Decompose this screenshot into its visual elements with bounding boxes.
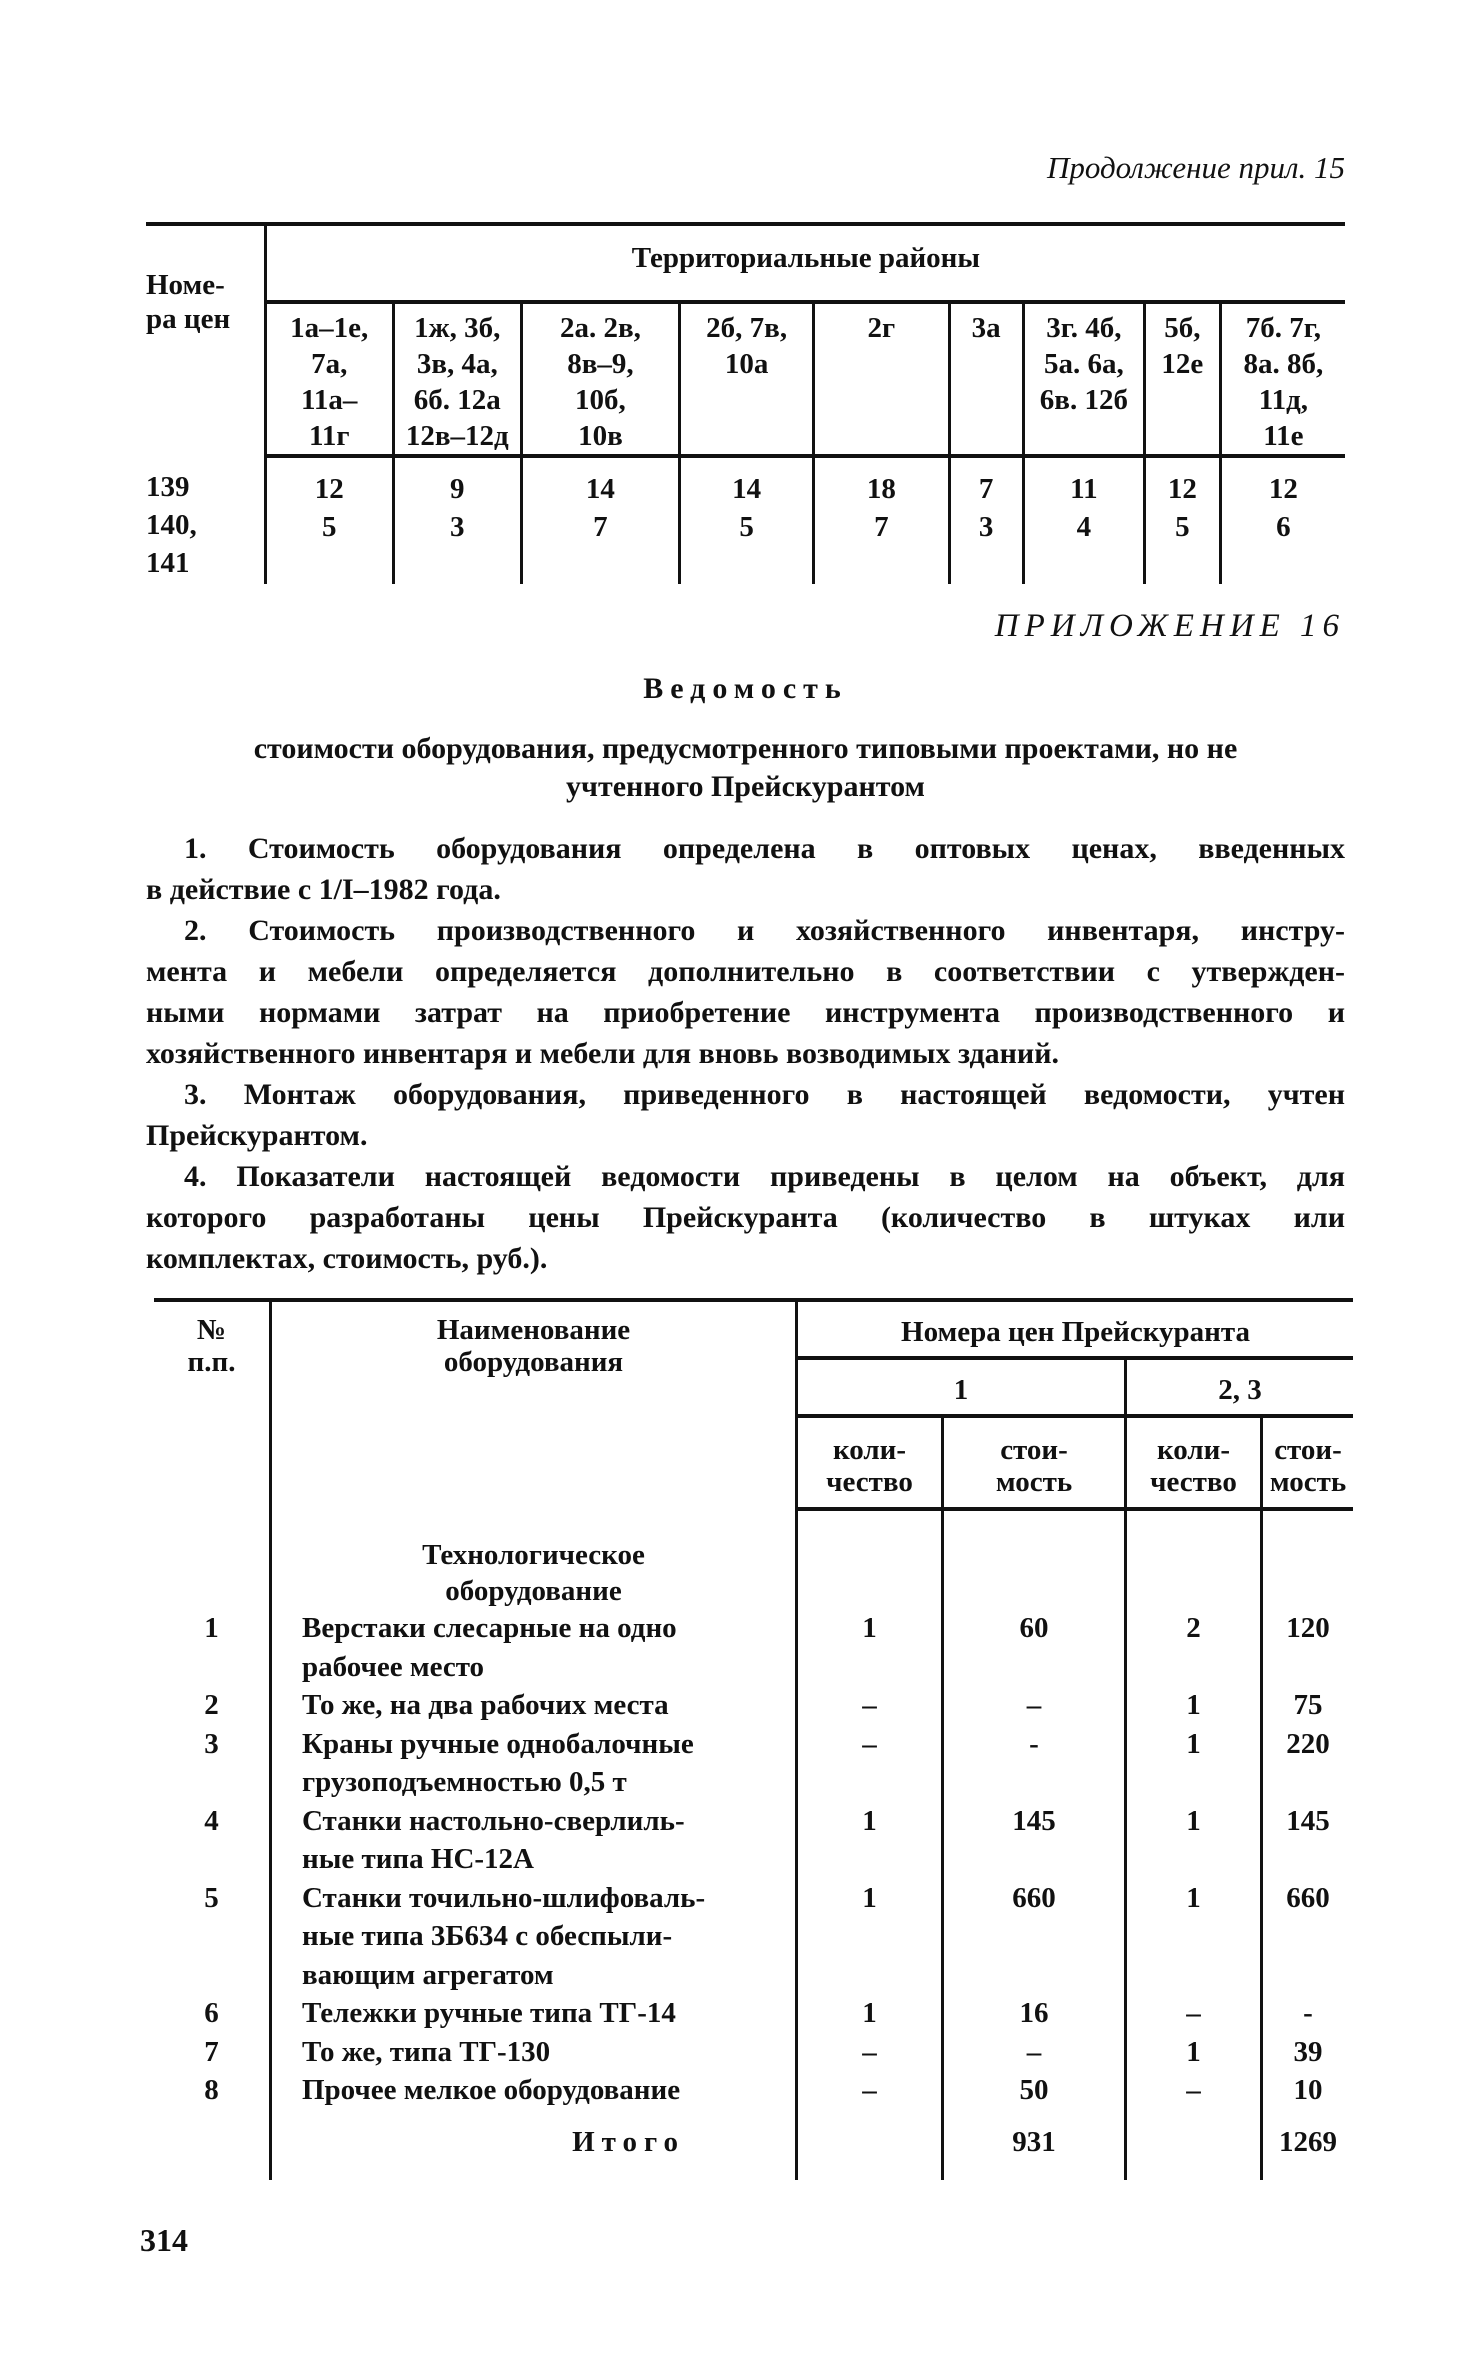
district-column-header: 2г bbox=[814, 302, 949, 456]
item-name: То же, типа ТГ-130 bbox=[271, 2033, 797, 2072]
cost-2: 120 bbox=[1262, 1609, 1354, 1686]
qty-1: 1 bbox=[797, 1802, 943, 1879]
item-number: 6 bbox=[204, 1997, 219, 2029]
qty-2: 1 bbox=[1126, 1686, 1262, 1725]
cost-2: 39 bbox=[1262, 2033, 1354, 2072]
qty-2: 1 bbox=[1126, 1725, 1262, 1802]
item-name: Тележки ручные типа ТГ-14 bbox=[271, 1994, 797, 2033]
note-line: 3. Монтаж оборудования, приведенного в настоящей ведомости, учтен bbox=[184, 1078, 1345, 1111]
item-number: 2 bbox=[204, 1689, 219, 1721]
qty-2: 2 bbox=[1126, 1609, 1262, 1686]
note-line: в действие с 1/I–1982 года. bbox=[146, 873, 501, 906]
note-line: 4. Показатели настоящей ведомости приведены в целом на объект, для bbox=[184, 1160, 1345, 1193]
district-column-header: 3а bbox=[949, 302, 1023, 456]
table-row bbox=[154, 1879, 1353, 1995]
note-line: 2. Стоимость производственного и хозяйственного инвентаря, инстру- bbox=[184, 914, 1345, 947]
qty-1: – bbox=[797, 2071, 943, 2110]
district-value: 14 7 bbox=[521, 456, 679, 584]
district-value: 14 5 bbox=[679, 456, 813, 584]
note-line: мента и мебели определяется дополнительно в соответствии с утвержден- bbox=[146, 955, 1345, 988]
qty-header-2: коли- чество bbox=[1126, 1416, 1262, 1509]
note-line: Прейскурантом. bbox=[146, 1119, 368, 1152]
col-number-header: № п.п. bbox=[154, 1300, 271, 1509]
district-value: 11 4 bbox=[1023, 456, 1144, 584]
total-cost-1: 931 bbox=[943, 2110, 1126, 2180]
qty-2: – bbox=[1126, 2071, 1262, 2110]
table-row bbox=[154, 1994, 1353, 2033]
cost-1: 16 bbox=[943, 1994, 1126, 2033]
cost-header-2: стои- мость bbox=[1262, 1416, 1354, 1509]
section-heading: Технологическое оборудование bbox=[271, 1509, 797, 1609]
running-header: Продолжение прил. 15 bbox=[1047, 150, 1345, 185]
qty-1: 1 bbox=[797, 1879, 943, 1995]
cost-header-1: стои- мость bbox=[943, 1416, 1126, 1509]
statement-heading: Ведомость bbox=[643, 672, 848, 705]
total-label: Итого bbox=[271, 2110, 797, 2180]
district-value: 9 3 bbox=[393, 456, 521, 584]
note-line: которого разработаны цены Прейскуранта (количество в штуках или bbox=[146, 1201, 1345, 1234]
note-line: комплектах, стоимость, руб.). bbox=[146, 1242, 548, 1275]
price-number-header: Номе- ра цен bbox=[146, 224, 265, 456]
cost-1: 50 bbox=[943, 2071, 1126, 2110]
district-value: 12 5 bbox=[1144, 456, 1220, 584]
item-number: 3 bbox=[204, 1727, 219, 1760]
price-numbers-header: Номера цен Прейскуранта bbox=[797, 1300, 1354, 1358]
note-line: хозяйственного инвентаря и мебели для вновь возводимых зданий. bbox=[146, 1037, 1059, 1070]
qty-2: 1 bbox=[1126, 1802, 1262, 1879]
qty-1: – bbox=[797, 2033, 943, 2072]
page-number: 314 bbox=[140, 2222, 188, 2258]
total-cost-2: 1269 bbox=[1262, 2110, 1354, 2180]
qty-1: – bbox=[797, 1725, 943, 1802]
cost-1: 145 bbox=[943, 1802, 1126, 1879]
price-group-2-3: 2, 3 bbox=[1126, 1358, 1354, 1416]
item-number: 8 bbox=[204, 2074, 219, 2106]
district-value: 7 3 bbox=[949, 456, 1023, 584]
cost-2: 220 bbox=[1262, 1725, 1354, 1802]
item-number: 7 bbox=[204, 2035, 219, 2068]
note-line: ными нормами затрат на приобретение инструмента производственного и bbox=[146, 996, 1345, 1029]
table-row bbox=[154, 1802, 1353, 1879]
empty bbox=[154, 1509, 271, 1609]
qty-1: 1 bbox=[797, 1609, 943, 1686]
cost-1: – bbox=[943, 1686, 1126, 1725]
price-group-1: 1 bbox=[797, 1358, 1126, 1416]
cost-1: 60 bbox=[943, 1609, 1126, 1686]
item-name: Прочее мелкое оборудование bbox=[271, 2071, 797, 2110]
district-value: 12 6 bbox=[1220, 456, 1345, 584]
item-name: Станки настольно-сверлиль- ные типа НС-12А bbox=[271, 1802, 797, 1879]
cost-1: - bbox=[943, 1725, 1126, 1802]
district-column-header: 2б, 7в, 10а bbox=[679, 302, 813, 456]
district-column-header: 7б. 7г, 8а. 8б, 11д, 11е bbox=[1220, 302, 1345, 456]
item-number: 1 bbox=[204, 1612, 219, 1644]
district-value: 18 7 bbox=[814, 456, 949, 584]
table-row bbox=[154, 1725, 1353, 1802]
cost-2: - bbox=[1262, 1994, 1354, 2033]
district-column-header: 1ж, 3б, 3в, 4а, 6б. 12а 12в–12д bbox=[393, 302, 521, 456]
qty-2: 1 bbox=[1126, 2033, 1262, 2072]
district-value: 12 5 bbox=[265, 456, 393, 584]
territorial-price-table bbox=[146, 222, 1345, 584]
cost-1: 660 bbox=[943, 1879, 1126, 1995]
table-row bbox=[154, 2071, 1353, 2110]
cost-1: – bbox=[943, 2033, 1126, 2072]
item-name: Станки точильно-шлифоваль- ные типа 3Б634 с обеспыли- вающим агрегатом bbox=[271, 1879, 797, 1995]
qty-1: 1 bbox=[797, 1994, 943, 2033]
qty-1: – bbox=[797, 1686, 943, 1725]
equipment-table bbox=[154, 1298, 1353, 2180]
table-row bbox=[154, 2033, 1353, 2072]
item-number: 5 bbox=[204, 1881, 219, 1914]
district-column-header: 3г. 4б, 5а. 6а, 6в. 12б bbox=[1023, 302, 1144, 456]
table-row bbox=[154, 1686, 1353, 1725]
qty-header-1: коли- чество bbox=[797, 1416, 943, 1509]
col-name-header: Наименование оборудования bbox=[271, 1300, 797, 1509]
table-row bbox=[154, 1609, 1353, 1686]
price-numbers: 139 140, 141 bbox=[146, 471, 197, 579]
item-number: 4 bbox=[204, 1804, 219, 1837]
note-line: 1. Стоимость оборудования определена в оптовых ценах, введенных bbox=[184, 832, 1345, 865]
district-column-header: 2а. 2в, 8в–9, 10б, 10в bbox=[521, 302, 679, 456]
statement-title: стоимости оборудования, предусмотренного типовыми проектами, но не учтенного Прейскурантом bbox=[253, 732, 1238, 803]
qty-2: 1 bbox=[1126, 1879, 1262, 1995]
item-name: Верстаки слесарные на одно рабочее место bbox=[271, 1609, 797, 1686]
cost-2: 10 bbox=[1262, 2071, 1354, 2110]
cost-2: 660 bbox=[1262, 1879, 1354, 1995]
district-column-header: 1а–1е, 7а, 11а– 11г bbox=[265, 302, 393, 456]
territorial-districts-header: Территориальные районы bbox=[265, 224, 1345, 302]
notes bbox=[146, 828, 1345, 1279]
item-name: Краны ручные однобалочные грузоподъемностью 0,5 т bbox=[271, 1725, 797, 1802]
cost-2: 75 bbox=[1262, 1686, 1354, 1725]
item-name: То же, на два рабочих места bbox=[271, 1686, 797, 1725]
appendix-label: ПРИЛОЖЕНИЕ 16 bbox=[994, 608, 1345, 644]
cost-2: 145 bbox=[1262, 1802, 1354, 1879]
qty-2: – bbox=[1126, 1994, 1262, 2033]
district-column-header: 5б, 12е bbox=[1144, 302, 1220, 456]
